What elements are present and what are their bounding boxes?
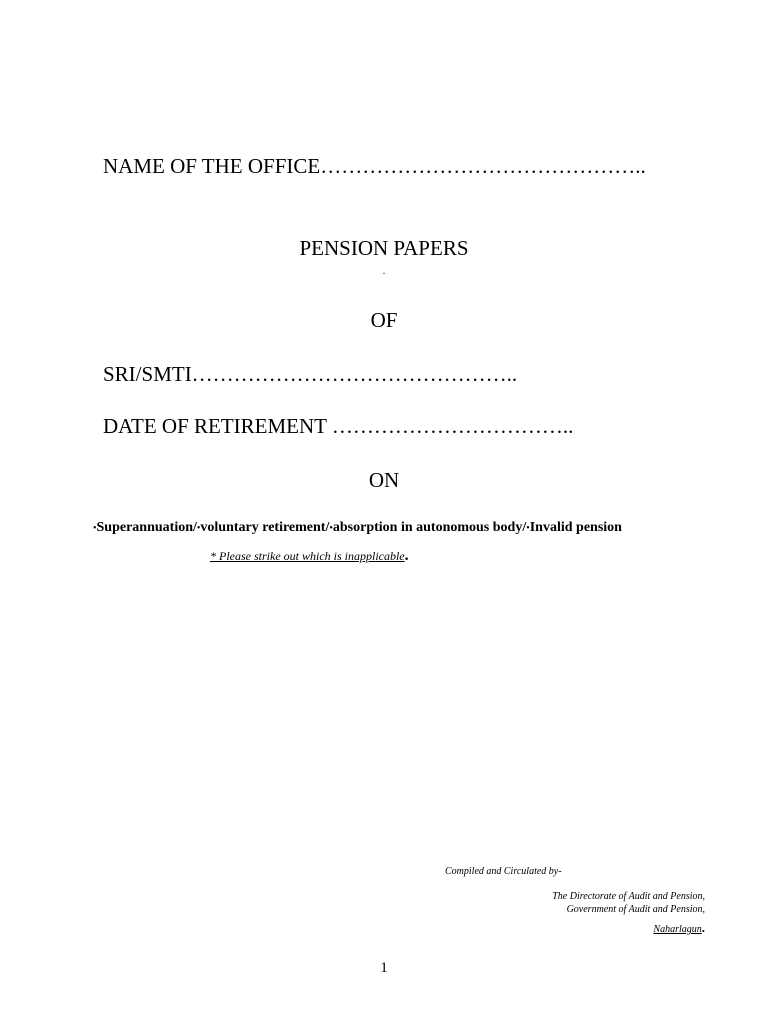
document-title: PENSION PAPERS	[299, 236, 469, 260]
government-name: Government of Audit and Pension,	[566, 904, 705, 915]
on-label: ON	[368, 468, 400, 492]
employee-name-line: SRI/SMTI………………………………………..	[103, 362, 518, 386]
of-label: OF	[370, 308, 398, 332]
directorate-address	[552, 890, 705, 916]
option-invalid-pension: Invalid pension	[529, 520, 622, 535]
bullet-1: •	[93, 523, 97, 534]
compiled-by-label: Compiled and Circulated by-	[445, 866, 562, 877]
place-name	[653, 920, 705, 936]
title-dot: .	[382, 266, 386, 277]
option-voluntary-retirement: voluntary retirement/	[200, 520, 330, 535]
strike-out-note-period: .	[404, 547, 409, 564]
bullet-2: •	[196, 523, 201, 534]
office-name-line: NAME OF THE OFFICE………………………………………..	[103, 154, 646, 178]
page-number: 1	[380, 960, 388, 976]
directorate-name: The Directorate of Audit and Pension,	[552, 891, 705, 902]
bullet-4: •	[526, 523, 530, 534]
option-superannuation: Superannuation/	[96, 520, 197, 535]
bullet-3: •	[329, 523, 333, 534]
retirement-date-line: DATE OF RETIREMENT ……………………………..	[103, 414, 574, 438]
place-name-period: .	[701, 920, 705, 935]
option-absorption: absorption in autonomous body/	[332, 520, 527, 535]
place-name-text: Naharlagun	[653, 924, 702, 935]
retirement-type-options	[93, 520, 622, 536]
strike-out-note	[210, 547, 409, 565]
strike-out-note-text: * Please strike out which is inapplicable	[210, 549, 405, 563]
